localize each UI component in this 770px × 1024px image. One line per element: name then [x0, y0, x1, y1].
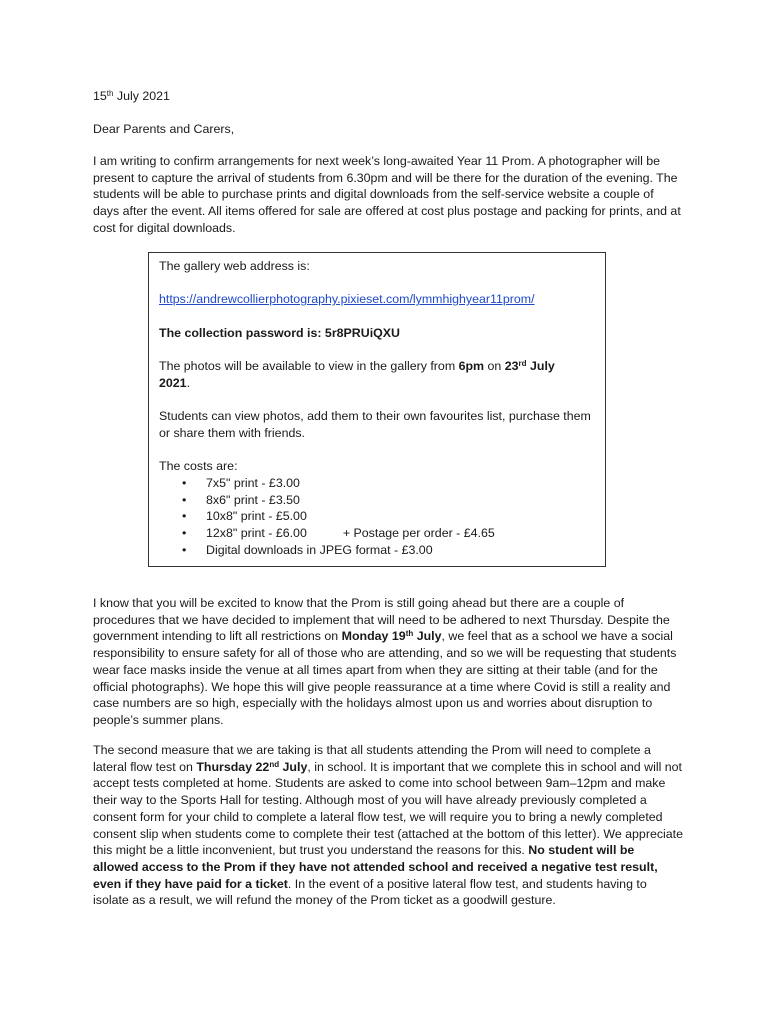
- cost-item: • 7x5" print - £3.00: [182, 476, 300, 491]
- bullet-icon: •: [182, 509, 187, 524]
- students-options-text: Students can view photos, add them to their own favourites list, purchase them or share them with friends.: [159, 409, 591, 440]
- postage-note: + Postage per order - £4.65: [342, 526, 495, 541]
- costs-label: The costs are:: [159, 459, 238, 474]
- cost-item: • 10x8" print - £5.00: [182, 509, 307, 524]
- restrictions-date: Monday 19th July: [341, 629, 442, 644]
- date-suffix: th: [106, 89, 114, 98]
- bullet-icon: •: [182, 476, 187, 491]
- cost-item: • 8x6" print - £3.50: [182, 492, 300, 507]
- gallery-address-label: The gallery web address is:: [159, 259, 310, 273]
- date-rest: July 2021: [113, 89, 170, 103]
- gallery-link[interactable]: https://andrewcollierphotography.pixieset.com/lymmhighyear11prom/: [159, 292, 535, 307]
- gallery-info-box: [148, 252, 606, 567]
- bullet-icon: •: [182, 492, 187, 507]
- salutation: Dear Parents and Carers,: [93, 122, 235, 136]
- availability-time: 6pm: [458, 359, 485, 374]
- intro-paragraph: I am writing to confirm arrangements for next week’s long-awaited Year 11 Prom. A photographer will be present to capture the arrival of students from 6.30pm and will be there for the duration of the evening. The students will be able to purchase prints and digital downloads from the self-service website a couple of days after the event. All items offered for sale are offered at cost plus postage and packing for prints, and at cost for digital downloads.: [93, 154, 681, 235]
- cost-item: • Digital downloads in JPEG format - £3.00: [182, 542, 433, 557]
- testing-paragraph: The second measure that we are taking is that all students attending the Prom will need to complete a lateral flow test on Thursday 22nd July, in school. It is important that we complete this in school and will not accept tests completed at home. Students are asked to come into school between 9am–12pm and make their way to the Sports Hall for testing. Although most of you will have already previously completed a consent form for your child to complete a lateral flow test, we will require you to bring a newly completed consent slip when students come to complete their test (attached at the bottom of this letter). We appreciate this might be a little inconvenient, but trust you understand the reasons for this. No student will be allowed access to the Prom if they have not attended school and received a negative test result, even if they have paid for a ticket. In the event of a positive lateral flow test, and students having to isolate as a result, we will refund the money of the Prom ticket as a goodwill gesture.: [93, 743, 684, 908]
- availability-line: The photos will be available to view in the gallery from 6pm on 23rd July 2021.: [159, 359, 555, 390]
- date-day: 15: [93, 89, 107, 103]
- bullet-icon: •: [182, 542, 187, 557]
- costs-list: [159, 475, 596, 559]
- availability-date: 23rd July: [504, 359, 555, 374]
- availability-year: 2021: [159, 375, 187, 390]
- cost-item: • 12x8" print - £6.00 + Postage per order - £4.65: [182, 526, 495, 541]
- safety-paragraph: I know that you will be excited to know that the Prom is still going ahead but there are a couple of procedures that we have decided to implement that will need to be adhered to next Thursday. Despite the government intending to lift all restrictions on Monday 19th July, we feel that as a school we have a social responsibility to ensure safety for all of those who are attending, and so we will be requesting that students wear face masks inside the venue at all times apart from when they are sitting at their table (and for the official photographs). We hope this will give people reassurance at a time where Covid is still a reality and case numbers are so high, especially with the holidays almost upon us and worries about disruption to people’s summer plans.: [93, 596, 677, 727]
- bullet-icon: •: [182, 526, 187, 541]
- collection-password: The collection password is: 5r8PRUiQXU: [159, 325, 400, 340]
- test-date: Thursday 22nd July: [196, 759, 308, 774]
- letter-date: [93, 88, 170, 105]
- access-warning: No student will be allowed access to the Prom if they have not attended school and received a negative test result, even if they have paid for a ticket: [93, 843, 658, 891]
